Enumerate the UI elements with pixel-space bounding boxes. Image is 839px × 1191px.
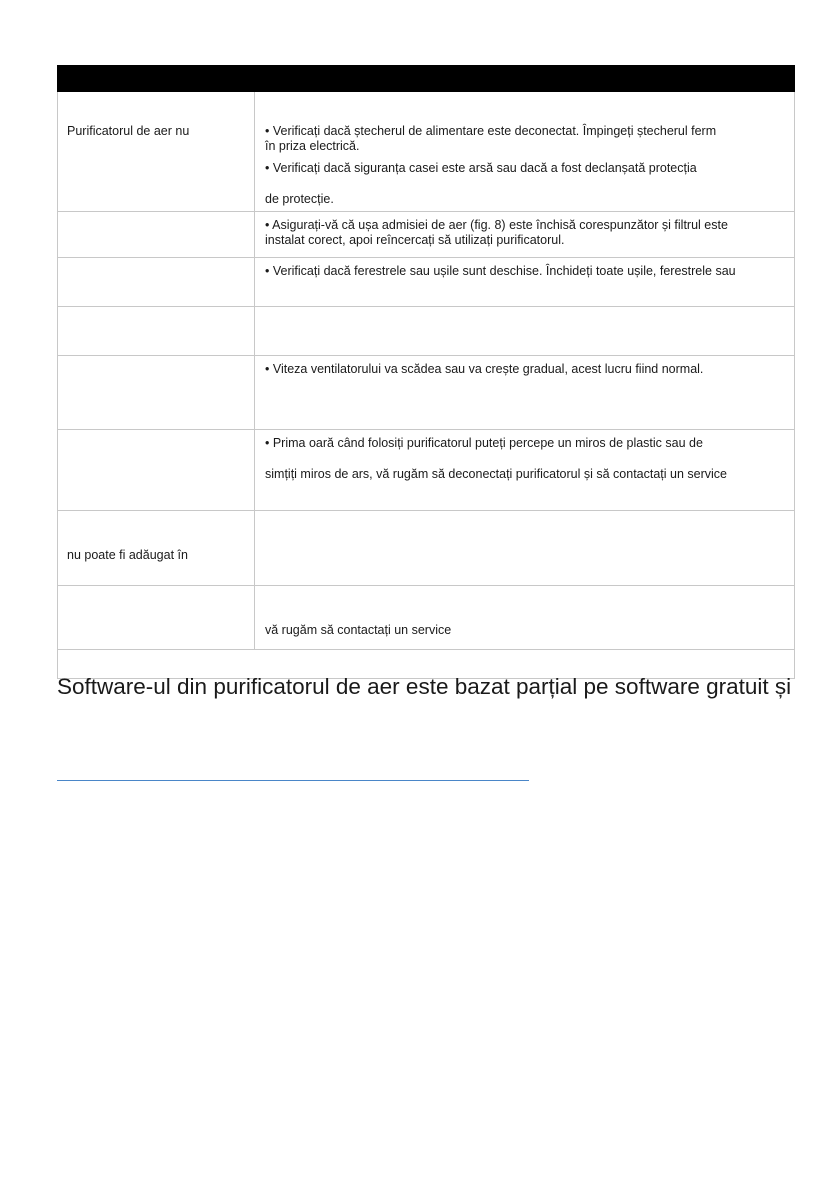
solution-text: în priza electrică.: [265, 139, 360, 153]
solution-cell: [255, 307, 795, 356]
problem-cell: [58, 307, 255, 356]
problem-cell: [58, 92, 255, 212]
table-row: [58, 356, 795, 430]
table-header-row: [58, 66, 795, 92]
software-notice: Software-ul din purificatorul de aer este bazat parțial pe software gratuit și: [57, 674, 792, 699]
problem-cell: [58, 212, 255, 258]
solution-text: • Verificați dacă ștecherul de alimentare este deconectat. Împingeți ștecherul ferm: [265, 124, 717, 138]
problem-cell: [58, 356, 255, 430]
header-problem-cell: [58, 66, 255, 92]
solution-cell: [255, 258, 795, 307]
solution-text: • Verificați dacă ferestrele sau ușile sunt deschise. Închideți toate ușile, ferestrele sau: [265, 264, 736, 278]
solution-cell: [255, 356, 795, 430]
solution-text: • Viteza ventilatorului va scădea sau va crește gradual, acest lucru fiind normal.: [265, 362, 704, 376]
solution-text: de protecție.: [265, 192, 334, 206]
table-row: [58, 92, 795, 212]
solution-text: vă rugăm să contactați un service: [265, 623, 452, 637]
solution-cell: [255, 511, 795, 586]
troubleshooting-table: [57, 65, 795, 679]
solution-cell: [255, 430, 795, 511]
solution-text: • Verificați dacă siguranța casei este arsă sau dacă a fost declanșată protecția: [265, 161, 697, 175]
problem-text: Purificatorul de aer nu: [67, 124, 190, 138]
solution-cell: [255, 212, 795, 258]
problem-text: nu poate fi adăugat în: [67, 548, 188, 562]
table-row: [58, 307, 795, 356]
solution-cell: [255, 586, 795, 650]
table-row: [58, 258, 795, 307]
problem-cell: [58, 430, 255, 511]
table-row: [58, 430, 795, 511]
problem-cell: [58, 511, 255, 586]
link-underline[interactable]: [57, 780, 529, 781]
table-row: [58, 586, 795, 650]
problem-cell: [58, 586, 255, 650]
problem-cell: [58, 258, 255, 307]
solution-text: instalat corect, apoi reîncercați să utilizați purificatorul.: [265, 233, 565, 247]
solution-text: simțiți miros de ars, vă rugăm să deconectați purificatorul și să contactați un service: [265, 467, 727, 481]
solution-text: • Prima oară când folosiți purificatorul puteți percepe un miros de plastic sau de: [265, 436, 703, 450]
table-row: [58, 511, 795, 586]
solution-text: • Asigurați-vă că ușa admisiei de aer (fig. 8) este închisă corespunzător și filtrul este: [265, 218, 728, 232]
table-row: [58, 212, 795, 258]
header-solution-cell: [255, 66, 795, 92]
solution-cell: [255, 92, 795, 212]
